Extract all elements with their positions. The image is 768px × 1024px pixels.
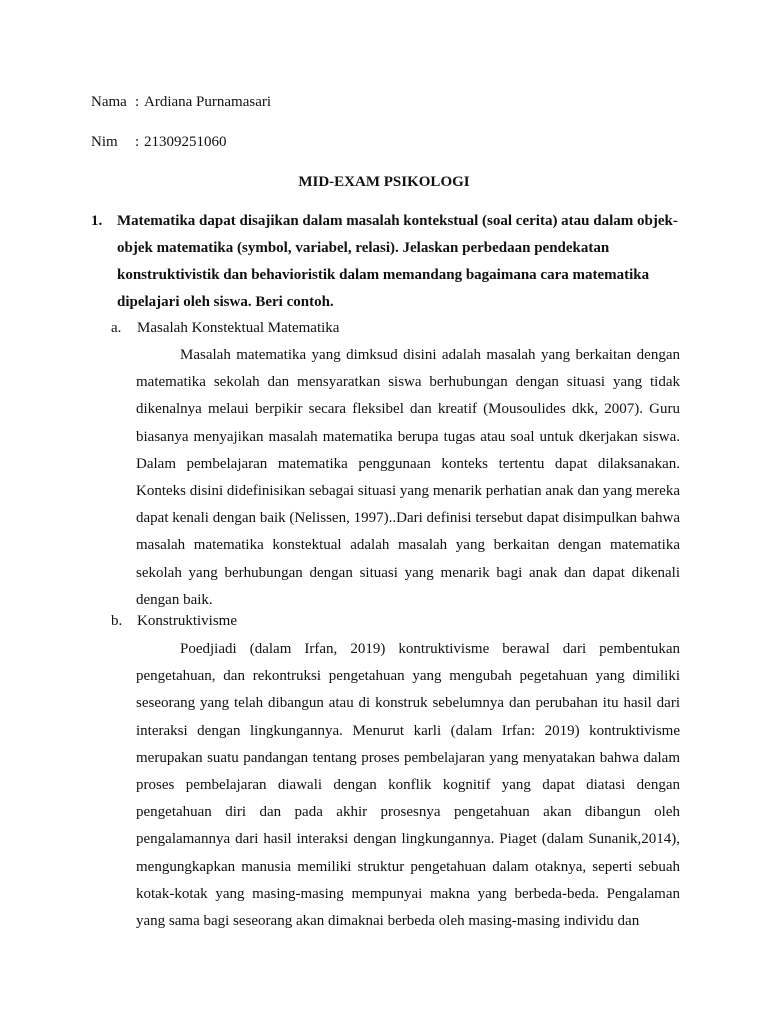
nim-label: Nim (91, 134, 118, 150)
question-1 (91, 208, 691, 316)
name-value: Ardiana Purnamasari (144, 94, 272, 110)
question-text: Matematika dapat disajikan dalam masalah kontekstual (soal cerita) atau dalam objek-objek matematika (symbol, variabel, relasi). Jelaskan perbedaan pendekatan konstruktivistik dan behavioristik dalam memandang bagaimana cara matematika dipelajari oleh siswa. Beri contoh. (117, 213, 678, 310)
nim-separator: : (135, 134, 140, 150)
section-b-paragraph: Poedjiadi (dalam Irfan, 2019) kontruktivisme berawal dari pembentukan pengetahuan, dan rekontruksi pengetahuan yang mengubah pegetahuan yang dimiliki seseorang yang telah dibangun atau di konstruk sebelumnya dan perubahan itu hasil dari interaksi dengan lingkungannya. Menurut karli (dalam Irfan: 2019) kontruktivisme merupakan suatu pandangan tentang proses pembelajaran yang menyatakan bahwa dalam proses pembelajaran diawali dengan konflik kognitif yang dapat diatasi dengan pengetahuan diri dan pada akhir prosesnya pengetahuan akan dibangun oleh pengalamannya dari hasil interaksi dengan lingkungannya. Piaget (dalam Sunanik,2014), mengungkapkan manusia memiliki struktur pengetahuan dalam otaknya, seperti sebuah kotak-kotak yang masing-masing mempunyai makna yang berbeda-beda. Pengalaman yang sama bagi seseorang akan dimaknai berbeda oleh masing-masing individu dan (136, 641, 680, 930)
section-a-paragraph: Masalah matematika yang dimksud disini adalah masalah yang berkaitan dengan matematika sekolah dan mensyaratkan siswa berhubungan dengan situasi yang tidak dikenalnya melaui berpikir secara fleksibel dan kreatif (Mousoulides dkk, 2007). Guru biasanya menyajikan masalah matematika berupa tugas atau soal untuk dkerjakan siswa. Dalam pembelajaran matematika penggunaan konteks tertentu dapat dilaksanakan. Konteks disini didefinisikan sebagai situasi yang menarik perhatian anak dan yang mereka dapat kenali dengan baik (Nelissen, 1997)..Dari definisi tersebut dapat disimpulkan bahwa masalah matematika konstektual adalah masalah yang berkaitan dengan matematika sekolah yang berhubungan dengan situasi yang menarik bagi anak dan dapat dikenali dengan baik. (136, 347, 680, 608)
section-a-letter: a. (111, 320, 122, 336)
name-separator: : (135, 94, 140, 110)
section-a-heading (111, 318, 339, 338)
section-b-title: Konstruktivisme (137, 613, 237, 629)
name-field (91, 92, 271, 112)
name-label: Nama (91, 94, 127, 110)
section-b-heading (111, 611, 237, 631)
page-title: MID-EXAM PSIKOLOGI (298, 174, 470, 190)
section-b-letter: b. (111, 613, 123, 629)
nim-field (91, 132, 227, 152)
section-a-title: Masalah Konstektual Matematika (137, 320, 340, 336)
nim-value: 21309251060 (144, 134, 227, 150)
question-number: 1. (91, 213, 103, 229)
